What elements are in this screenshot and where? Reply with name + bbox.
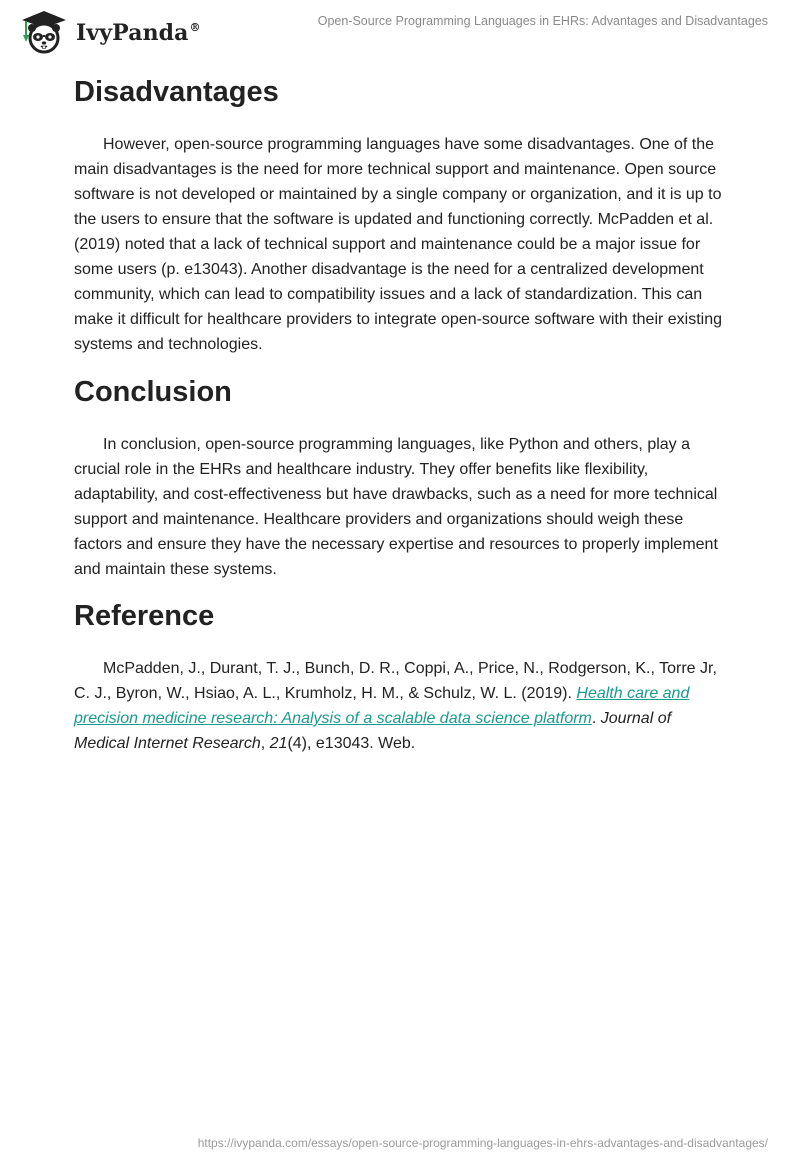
heading-conclusion: Conclusion [74, 376, 232, 408]
document-title: Open-Source Programming Languages in EHRs: Advantages and Disadvantages [317, 14, 768, 28]
section-reference [74, 596, 730, 756]
logo-text: IvyPanda® [76, 20, 201, 46]
reference-entry [74, 656, 730, 756]
page-header [0, 0, 800, 62]
paragraph-disadvantages: However, open-source programming languages have some disadvantages. One of the main disadvantages is the need for more technical support and maintenance. Open source software is not developed or maintained by a single company or organization, and it is up to the users to ensure that the software is updated and functioning correctly. McPadden et al. (2019) noted that a lack of technical support and maintenance could be a major issue for some users (p. e13043). Another disadvantage is the need for a centralized development community, which can lead to compatibility issues and a lack of standardization. This can make it difficult for healthcare providers to integrate open-source software with their existing systems and technologies. [74, 136, 723, 353]
paragraph-conclusion: In conclusion, open-source programming languages, like Python and others, play a crucial role in the EHRs and healthcare industry. They offer benefits like flexibility, adaptability, and cost-effectiveness but have drawbacks, such as a need for more technical support and maintenance. Healthcare providers and organizations should weigh these factors and ensure they have the necessary expertise and resources to properly implement and maintain these systems. [74, 436, 718, 578]
panda-graduate-icon [14, 8, 74, 56]
reference-volume: 21 [269, 735, 288, 752]
section-conclusion [74, 372, 730, 582]
essay-content [74, 70, 730, 756]
reference-title-link[interactable]: Health care and precision medicine research: Analysis of a scalable data science platform [74, 685, 690, 727]
reference-journal: Journal of Medical Internet Research [74, 710, 672, 752]
reference-authors: McPadden, J., Durant, T. J., Bunch, D. R., Coppi, A., Price, N., Rodgerson, K., Torre Jr, C. J., Byron, W., Hsiao, A. L., Krumholz, H. M., & Schulz, W. L. (2019). [74, 660, 717, 702]
heading-reference: Reference [74, 600, 215, 632]
reference-comma: , [260, 735, 270, 752]
reference-issue-pages: (4), e13043. Web. [287, 735, 416, 752]
heading-disadvantages: Disadvantages [74, 76, 279, 108]
footer-url[interactable]: https://ivypanda.com/essays/open-source-programming-languages-in-ehrs-advantages-and-disadvantages/ [197, 1136, 768, 1150]
section-disadvantages [74, 72, 730, 357]
ivypanda-logo[interactable] [14, 8, 201, 56]
reference-period: . [591, 710, 601, 727]
